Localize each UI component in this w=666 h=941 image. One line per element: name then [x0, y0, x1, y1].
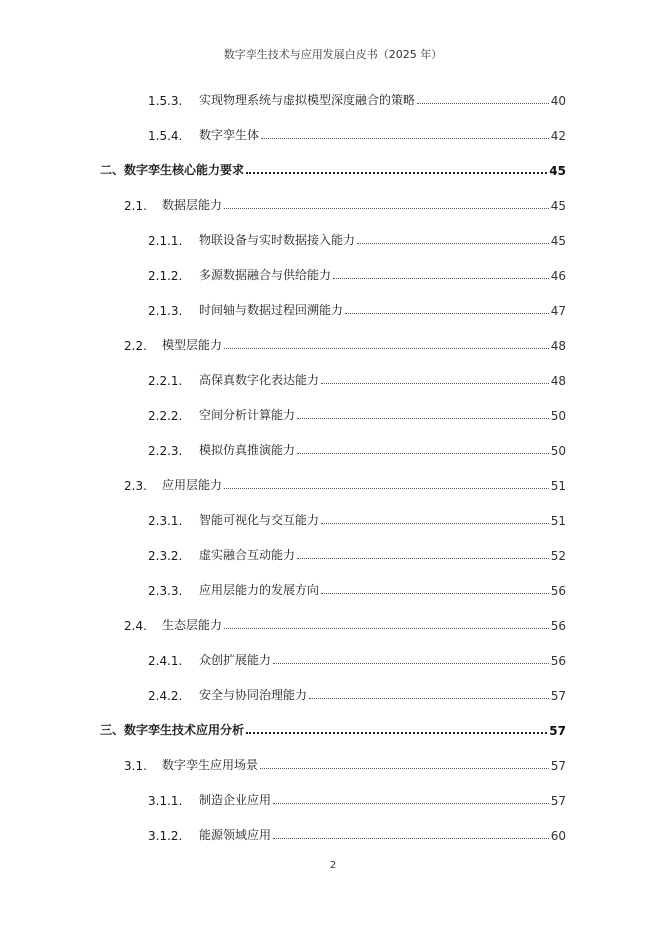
toc-leader-dots — [297, 453, 549, 454]
toc-leader-dots — [417, 103, 549, 104]
toc-entry-3-1[interactable] — [124, 753, 566, 773]
toc-entry-number: 2.3.3. — [148, 584, 183, 598]
toc-entry-title: 空间分析计算能力 — [199, 408, 296, 422]
toc-entry-title: 模拟仿真推演能力 — [199, 443, 296, 457]
toc-entry-title: 生态层能力 — [162, 618, 223, 632]
toc-entry-title: 高保真数字化表达能力 — [199, 373, 320, 387]
toc-leader-dots — [321, 523, 549, 524]
toc-leader-dots — [321, 383, 549, 384]
page-number: 2 — [329, 860, 337, 871]
toc-entry-number: 3.1.1. — [148, 794, 183, 808]
toc-entry-number: 2.2.1. — [148, 374, 183, 388]
toc-leader-dots — [297, 418, 549, 419]
toc-entry-title: 应用层能力的发展方向 — [199, 583, 320, 597]
toc-entry-number: 2.1.2. — [148, 269, 183, 283]
toc-leader-dots — [246, 172, 547, 174]
toc-entry-title: 时间轴与数据过程回溯能力 — [199, 303, 344, 317]
toc-entry-title: 能源领域应用 — [199, 828, 272, 842]
toc-entry-title: 多源数据融合与供给能力 — [199, 268, 332, 282]
toc-leader-dots — [309, 698, 549, 699]
toc-entry-2-3-3[interactable] — [148, 578, 566, 598]
toc-entry-page: 57 — [550, 794, 566, 808]
toc-entry-page: 47 — [550, 304, 566, 318]
toc-entry-number: 2.3.1. — [148, 514, 183, 528]
toc-leader-dots — [224, 208, 549, 209]
toc-entry-title: 数据层能力 — [162, 198, 223, 212]
toc-leader-dots — [260, 768, 549, 769]
toc-entry-page: 45 — [550, 234, 566, 248]
toc-entry-chapter-2[interactable] — [100, 158, 566, 178]
toc-entry-number: 2.1.1. — [148, 234, 183, 248]
toc-entry-number: 2.3. — [124, 479, 147, 493]
toc-entry-2-2-3[interactable] — [148, 438, 566, 458]
toc-entry-page: 42 — [550, 129, 566, 143]
toc-entry-title: 二、数字孪生核心能力要求 — [100, 163, 245, 177]
toc-entry-title: 数字孪生体 — [199, 128, 260, 142]
toc-entry-number: 2.3.2. — [148, 549, 183, 563]
toc-entry-page: 48 — [550, 339, 566, 353]
toc-leader-dots — [261, 138, 549, 139]
toc-entry-number: 2.2.3. — [148, 444, 183, 458]
toc-leader-dots — [224, 348, 549, 349]
toc-entry-page: 56 — [550, 584, 566, 598]
toc-entry-page: 60 — [550, 829, 566, 843]
toc-entry-2-2-2[interactable] — [148, 403, 566, 423]
toc-leader-dots — [333, 278, 549, 279]
toc-leader-dots — [345, 313, 549, 314]
toc-entry-title: 智能可视化与交互能力 — [199, 513, 320, 527]
toc-entry-2-1-2[interactable] — [148, 263, 566, 283]
toc-entry-2-1-1[interactable] — [148, 228, 566, 248]
toc-entry-chapter-3[interactable] — [100, 718, 566, 738]
toc-entry-3-1-2[interactable] — [148, 823, 566, 843]
toc-entry-page: 50 — [550, 444, 566, 458]
toc-leader-dots — [224, 628, 549, 629]
toc-leader-dots — [273, 803, 549, 804]
toc-entry-number: 2.4.1. — [148, 654, 183, 668]
toc-entry-2-2[interactable] — [124, 333, 566, 353]
toc-entry-2-3[interactable] — [124, 473, 566, 493]
page-header: 数字孪生技术与应用发展白皮书（2025 年） — [223, 48, 443, 61]
toc-entry-number: 3.1. — [124, 759, 147, 773]
toc-entry-1-5-4[interactable] — [148, 123, 566, 143]
toc-entry-page: 46 — [550, 269, 566, 283]
toc-entry-number: 2.2.2. — [148, 409, 183, 423]
toc-entry-page: 57 — [550, 759, 566, 773]
toc-leader-dots — [297, 558, 549, 559]
toc-entry-number: 2.1. — [124, 199, 147, 213]
toc-leader-dots — [224, 488, 549, 489]
toc-leader-dots — [246, 732, 547, 734]
toc-entry-number: 2.4.2. — [148, 689, 183, 703]
toc-entry-page: 56 — [550, 619, 566, 633]
toc-entry-number: 1.5.3. — [148, 94, 183, 108]
toc-entry-title: 数字孪生应用场景 — [162, 758, 259, 772]
toc-entry-number: 1.5.4. — [148, 129, 183, 143]
toc-entry-page: 57 — [549, 724, 566, 738]
toc-entry-page: 45 — [549, 164, 566, 178]
toc-entry-2-3-1[interactable] — [148, 508, 566, 528]
toc-leader-dots — [321, 593, 549, 594]
toc-entry-title: 制造企业应用 — [199, 793, 272, 807]
toc-entry-page: 57 — [550, 689, 566, 703]
toc-entry-page: 56 — [550, 654, 566, 668]
toc-entry-number: 2.4. — [124, 619, 147, 633]
toc-entry-title: 三、数字孪生技术应用分析 — [100, 723, 245, 737]
toc-entry-title: 模型层能力 — [162, 338, 223, 352]
toc-entry-2-4-2[interactable] — [148, 683, 566, 703]
toc-entry-page: 48 — [550, 374, 566, 388]
toc-entry-title: 虚实融合互动能力 — [199, 548, 296, 562]
toc-entry-title: 安全与协同治理能力 — [199, 688, 308, 702]
toc-entry-2-4-1[interactable] — [148, 648, 566, 668]
toc-entry-page: 40 — [550, 94, 566, 108]
toc-entry-page: 50 — [550, 409, 566, 423]
toc-entry-2-4[interactable] — [124, 613, 566, 633]
toc-leader-dots — [273, 663, 549, 664]
toc-entry-page: 45 — [550, 199, 566, 213]
toc-entry-3-1-1[interactable] — [148, 788, 566, 808]
toc-entry-page: 52 — [550, 549, 566, 563]
toc-entry-2-1-3[interactable] — [148, 298, 566, 318]
toc-entry-title: 实现物理系统与虚拟模型深度融合的策略 — [199, 93, 416, 107]
toc-entry-number: 2.2. — [124, 339, 147, 353]
toc-entry-1-5-3[interactable] — [148, 88, 566, 108]
toc-entry-2-3-2[interactable] — [148, 543, 566, 563]
toc-entry-page: 51 — [550, 479, 566, 493]
toc-entry-title: 应用层能力 — [162, 478, 223, 492]
toc-leader-dots — [357, 243, 549, 244]
toc-entry-title: 众创扩展能力 — [199, 653, 272, 667]
toc-entry-2-2-1[interactable] — [148, 368, 566, 388]
toc-leader-dots — [273, 838, 549, 839]
toc-entry-number: 3.1.2. — [148, 829, 183, 843]
toc-entry-number: 2.1.3. — [148, 304, 183, 318]
toc-entry-title: 物联设备与实时数据接入能力 — [199, 233, 356, 247]
toc-entry-2-1[interactable] — [124, 193, 566, 213]
toc-entry-page: 51 — [550, 514, 566, 528]
